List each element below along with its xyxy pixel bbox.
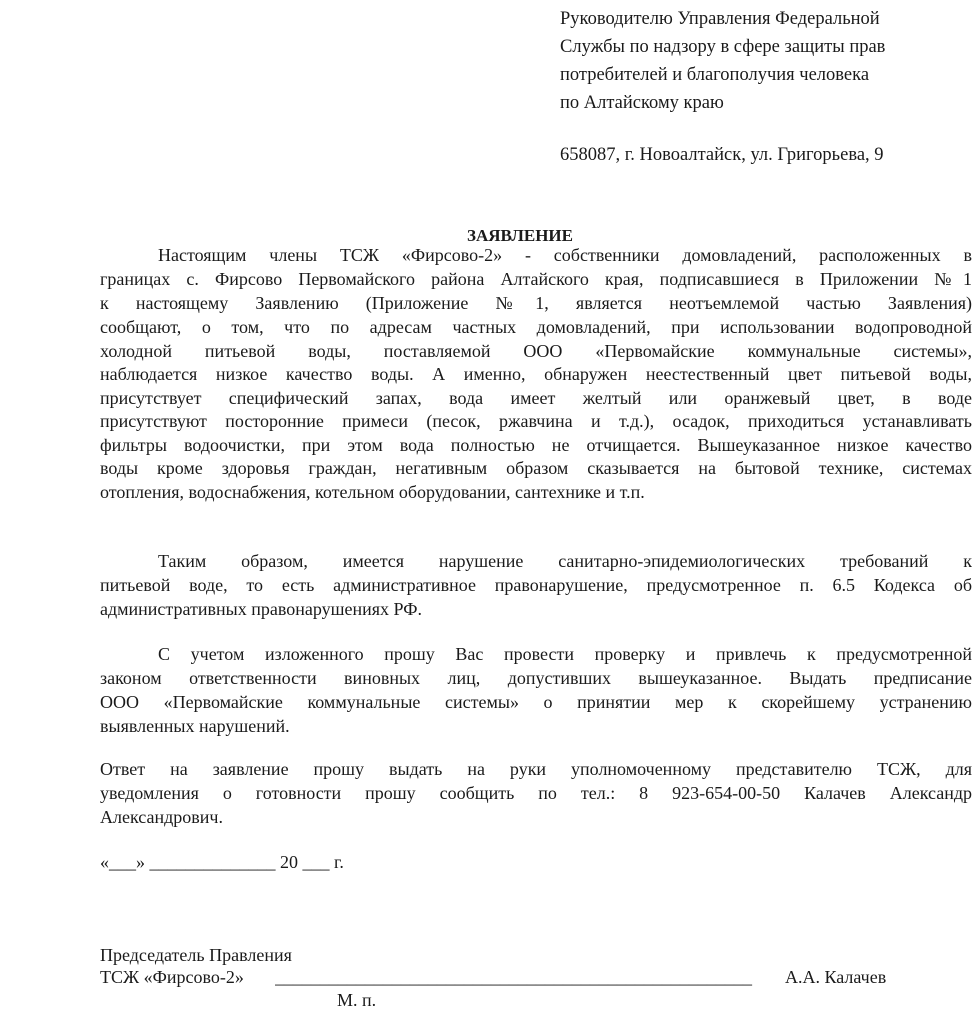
text-line: выявленных нарушений. bbox=[100, 716, 290, 736]
addressee-line: потребителей и благополучия человека bbox=[560, 65, 870, 85]
stamp-place: М. п. bbox=[337, 990, 377, 1010]
addressee-line: Службы по надзору в сфере защиты прав bbox=[560, 37, 886, 57]
date-line: «___» ______________ 20 ___ г. bbox=[100, 852, 344, 872]
text-line: ООО «Первомайские коммунальные системы» о принятии мер к скорейшему устранению bbox=[100, 692, 972, 712]
text-line: наблюдается низкое качество воды. А именно, обнаружен неестественный цвет питьевой воды, bbox=[100, 364, 972, 384]
text-line: уведомления о готовности прошу сообщить по тел.: 8 923-654-00-50 Калачев Александр bbox=[100, 783, 972, 803]
text-line: границах с. Фирсово Первомайского района Алтайского края, подписавшиеся в Приложении №1 bbox=[100, 269, 972, 289]
addressee-address: 658087, г. Новоалтайск, ул. Григорьева, 9 bbox=[560, 145, 884, 165]
text-line: административных правонарушениях РФ. bbox=[100, 599, 422, 619]
signer-org: ТСЖ «Фирсово-2» bbox=[100, 967, 244, 987]
addressee-line: Руководителю Управления Федеральной bbox=[560, 9, 880, 29]
text-line: Настоящим члены ТСЖ «Фирсово-2» - собственники домовладений, расположенных в bbox=[158, 245, 972, 265]
text-line: холодной питьевой воды, поставляемой ООО «Первомайские коммунальные системы», bbox=[100, 341, 972, 361]
text-line: Александрович. bbox=[100, 807, 223, 827]
text-line: Таким образом, имеется нарушение санитарно-эпидемиологических требований к bbox=[158, 551, 972, 571]
text-line: питьевой воде, то есть административное правонарушение, предусмотренное п. 6.5 Кодекса об bbox=[100, 575, 972, 595]
text-line: фильтры водоочистки, при этом вода полностью не отчищается. Вышеуказанное низкое качество bbox=[100, 435, 972, 455]
text-line: сообщают, о том, что по адресам частных домовладений, при использовании водопроводной bbox=[100, 317, 972, 337]
text-line: присутствуют посторонние примеси (песок, ржавчина и т.д.), осадок, приходиться устанавливать bbox=[100, 411, 972, 431]
signer-position: Председатель Правления bbox=[100, 945, 292, 965]
signer-name: А.А. Калачев bbox=[785, 967, 887, 987]
text-line: присутствует специфический запах, вода имеет желтый или оранжевый цвет, в воде bbox=[100, 388, 972, 408]
text-line: к настоящему Заявлению (Приложение №1, является неотъемлемой частью Заявления) bbox=[100, 293, 972, 313]
signature-line: _____________________________________________________ bbox=[275, 967, 752, 987]
text-line: Ответ на заявление прошу выдать на руки уполномоченному представителю ТСЖ, для bbox=[100, 759, 972, 779]
document-title: ЗАЯВЛЕНИЕ bbox=[466, 226, 573, 245]
text-line: С учетом изложенного прошу Вас провести проверку и привлечь к предусмотренной bbox=[158, 644, 972, 664]
text-line: законом ответственности виновных лиц, допустивших вышеуказанное. Выдать предписание bbox=[100, 668, 972, 688]
text-line: отопления, водоснабжения, котельном оборудовании, сантехнике и т.п. bbox=[100, 482, 645, 502]
text-line: воды кроме здоровья граждан, негативным образом сказывается на бытовой технике, системах bbox=[100, 458, 972, 478]
addressee-line: по Алтайскому краю bbox=[560, 93, 724, 113]
